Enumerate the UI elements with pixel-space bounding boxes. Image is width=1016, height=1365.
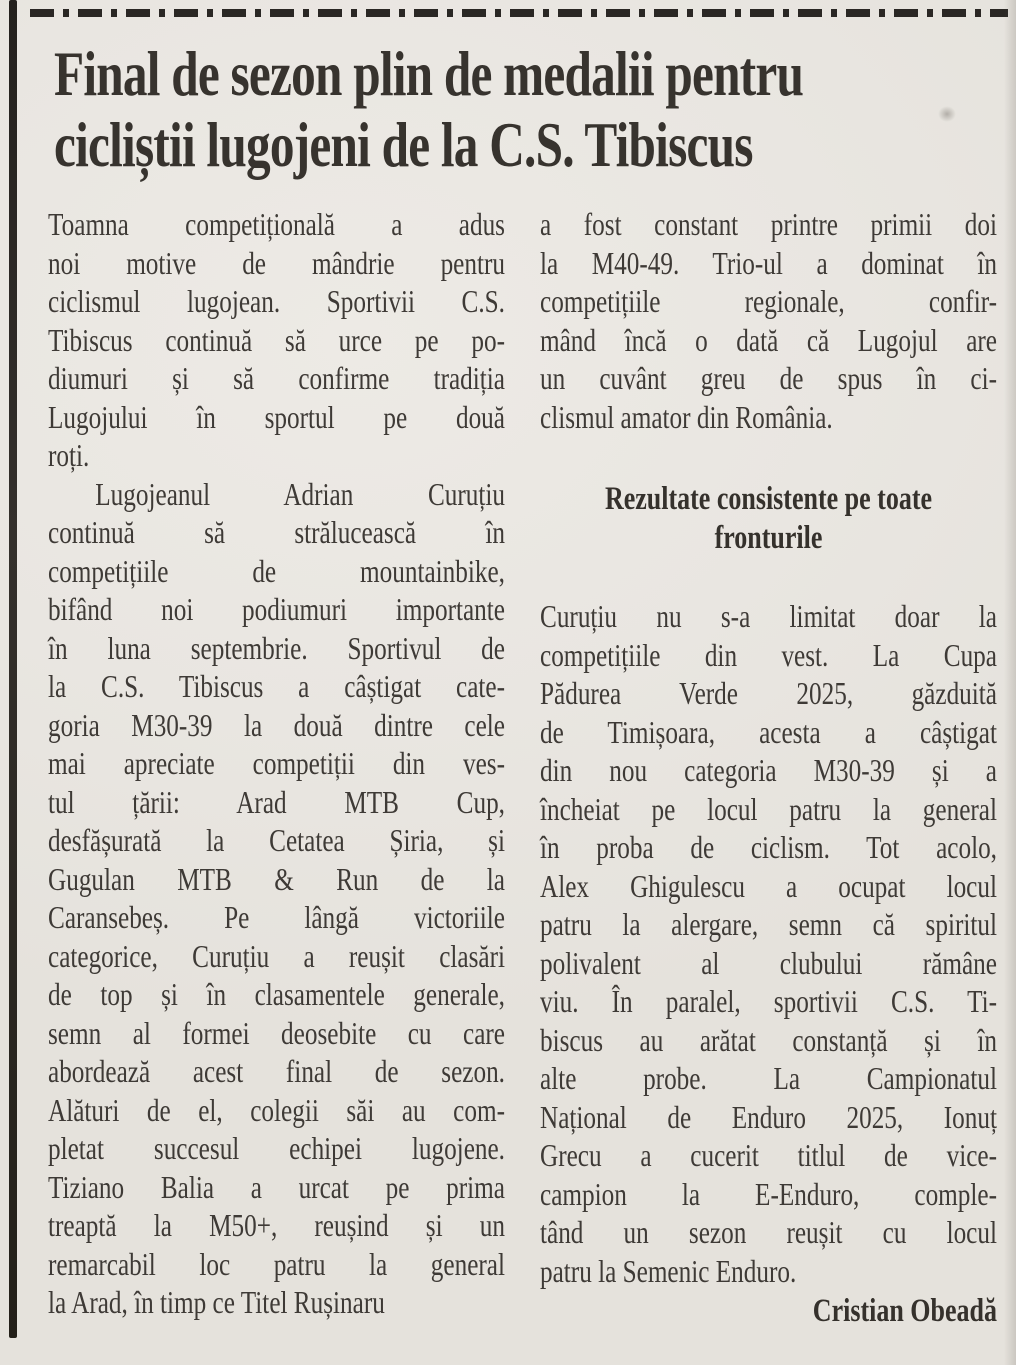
text-line: competițiile regionale, confir-: [540, 283, 997, 319]
text-line: de Timișoara, acesta a câștigat: [540, 713, 997, 750]
paragraph-consistent-results: [540, 597, 997, 1290]
article-headline: [54, 38, 986, 180]
text-line: Lugojului în sportul pe două: [48, 398, 505, 435]
text-line: de top și în clasamentele generale,: [48, 976, 505, 1012]
byline: Cristian Obeadă: [812, 1293, 997, 1329]
paragraph-continuation: [540, 205, 997, 436]
top-dash-dot-rule: [30, 9, 1008, 17]
text-line: din nou categoria M30-39 și a: [540, 752, 997, 788]
text-line: a fost constant printre primii doi: [540, 206, 997, 242]
text-line: remarcabil loc patru la general: [48, 1245, 505, 1282]
text-line: categorice, Curuțiu a reușit clasări: [48, 937, 505, 974]
text-line: campion la E-Enduro, comple-: [540, 1175, 997, 1212]
text-line: pletat succesul echipei lugojene.: [48, 1130, 505, 1166]
text-line: Național de Enduro 2025, Ionuț: [540, 1098, 997, 1135]
text-line: goria M30-39 la două dintre cele: [48, 706, 505, 743]
paragraph-intro: [48, 205, 505, 475]
text-line: Grecu a cucerit titlul de vice-: [540, 1137, 997, 1173]
text-line: în luna septembrie. Sportivul de: [48, 629, 505, 666]
text-line: treaptă la M50+, reușind și un: [48, 1207, 505, 1243]
text-line: alte probe. La Campionatul: [540, 1060, 997, 1096]
text-line: Caransebeș. Pe lângă victoriile: [48, 899, 505, 935]
right-column-text: [540, 205, 997, 1331]
left-column-text: [48, 205, 505, 1322]
text-line: cicliștii lugojeni de la C.S. Tibiscus: [54, 109, 753, 180]
text-line: clismul amator din România.: [540, 398, 833, 435]
text-line: încheiat pe locul patru la general: [540, 790, 997, 827]
text-line: tând un sezon reușit cu locul: [540, 1214, 997, 1250]
text-line: mai apreciate competiții din ves-: [48, 745, 505, 781]
text-line: abordează acest final de sezon.: [48, 1053, 505, 1089]
text-line: Alături de el, colegii săi au com-: [48, 1091, 505, 1128]
text-line: Pădurea Verde 2025, găzduită: [540, 675, 997, 711]
right-column: [540, 205, 997, 1331]
text-line: Curuțiu nu s-a limitat doar la: [540, 598, 997, 634]
text-line: Rezultate consistente pe toate: [604, 481, 933, 517]
text-line: Alex Ghigulescu a ocupat locul: [540, 867, 997, 904]
text-line: continuă să strălucească în: [48, 514, 505, 550]
text-line: desfășurată la Cetatea Șiria, și: [48, 822, 505, 858]
text-line: competițiile din vest. La Cupa: [540, 636, 997, 673]
text-line: roți.: [48, 437, 90, 473]
text-line: viu. În paralel, sportivii C.S. Ti-: [540, 983, 997, 1019]
subheading: [540, 480, 997, 557]
text-line: un cuvânt greu de spus în ci-: [540, 360, 997, 396]
text-line: patru la alergare, semn că spiritul: [540, 906, 997, 942]
text-line: la C.S. Tibiscus a câștigat cate-: [48, 668, 505, 704]
text-line: biscus au arătat constanță și în: [540, 1021, 997, 1058]
text-line: tul țării: Arad MTB Cup,: [48, 783, 505, 820]
text-line: noi motive de mândrie pentru: [48, 244, 505, 281]
text-line: semn al formei deosebite cu care: [48, 1014, 505, 1051]
text-line: diumuri și să confirme tradiția: [48, 360, 505, 396]
text-line: Final de sezon plin de medalii pentru: [54, 38, 804, 109]
text-line: bifând noi podiumuri importante: [48, 591, 505, 627]
text-line: Gugulan MTB & Run de la: [48, 860, 505, 897]
text-line: patru la Semenic Enduro.: [540, 1252, 797, 1289]
text-line: fronturile: [714, 519, 823, 556]
text-line: la M40-49. Trio-ul a dominat în: [540, 244, 997, 281]
text-line: Toamna competițională a adus: [48, 206, 505, 242]
text-line: ciclismul lugojean. Sportivii C.S.: [48, 283, 505, 319]
text-line: mând încă o dată că Lugojul are: [540, 321, 997, 358]
text-line: polivalent al clubului rămâne: [540, 944, 997, 981]
text-line: în proba de ciclism. Tot acolo,: [540, 829, 997, 865]
text-line: Lugojeanul Adrian Curuțiu: [95, 475, 505, 512]
text-line: la Arad, în timp ce Titel Rușinaru: [48, 1284, 385, 1320]
text-line: competițiile de mountainbike,: [48, 552, 505, 589]
left-column: [48, 205, 505, 1322]
text-line: Tiziano Balia a urcat pe prima: [48, 1168, 505, 1205]
paragraph-curutiu-results: [48, 475, 505, 1322]
left-border-rule: [9, 0, 17, 1338]
text-line: Tibiscus continuă să urce pe po-: [48, 321, 505, 358]
